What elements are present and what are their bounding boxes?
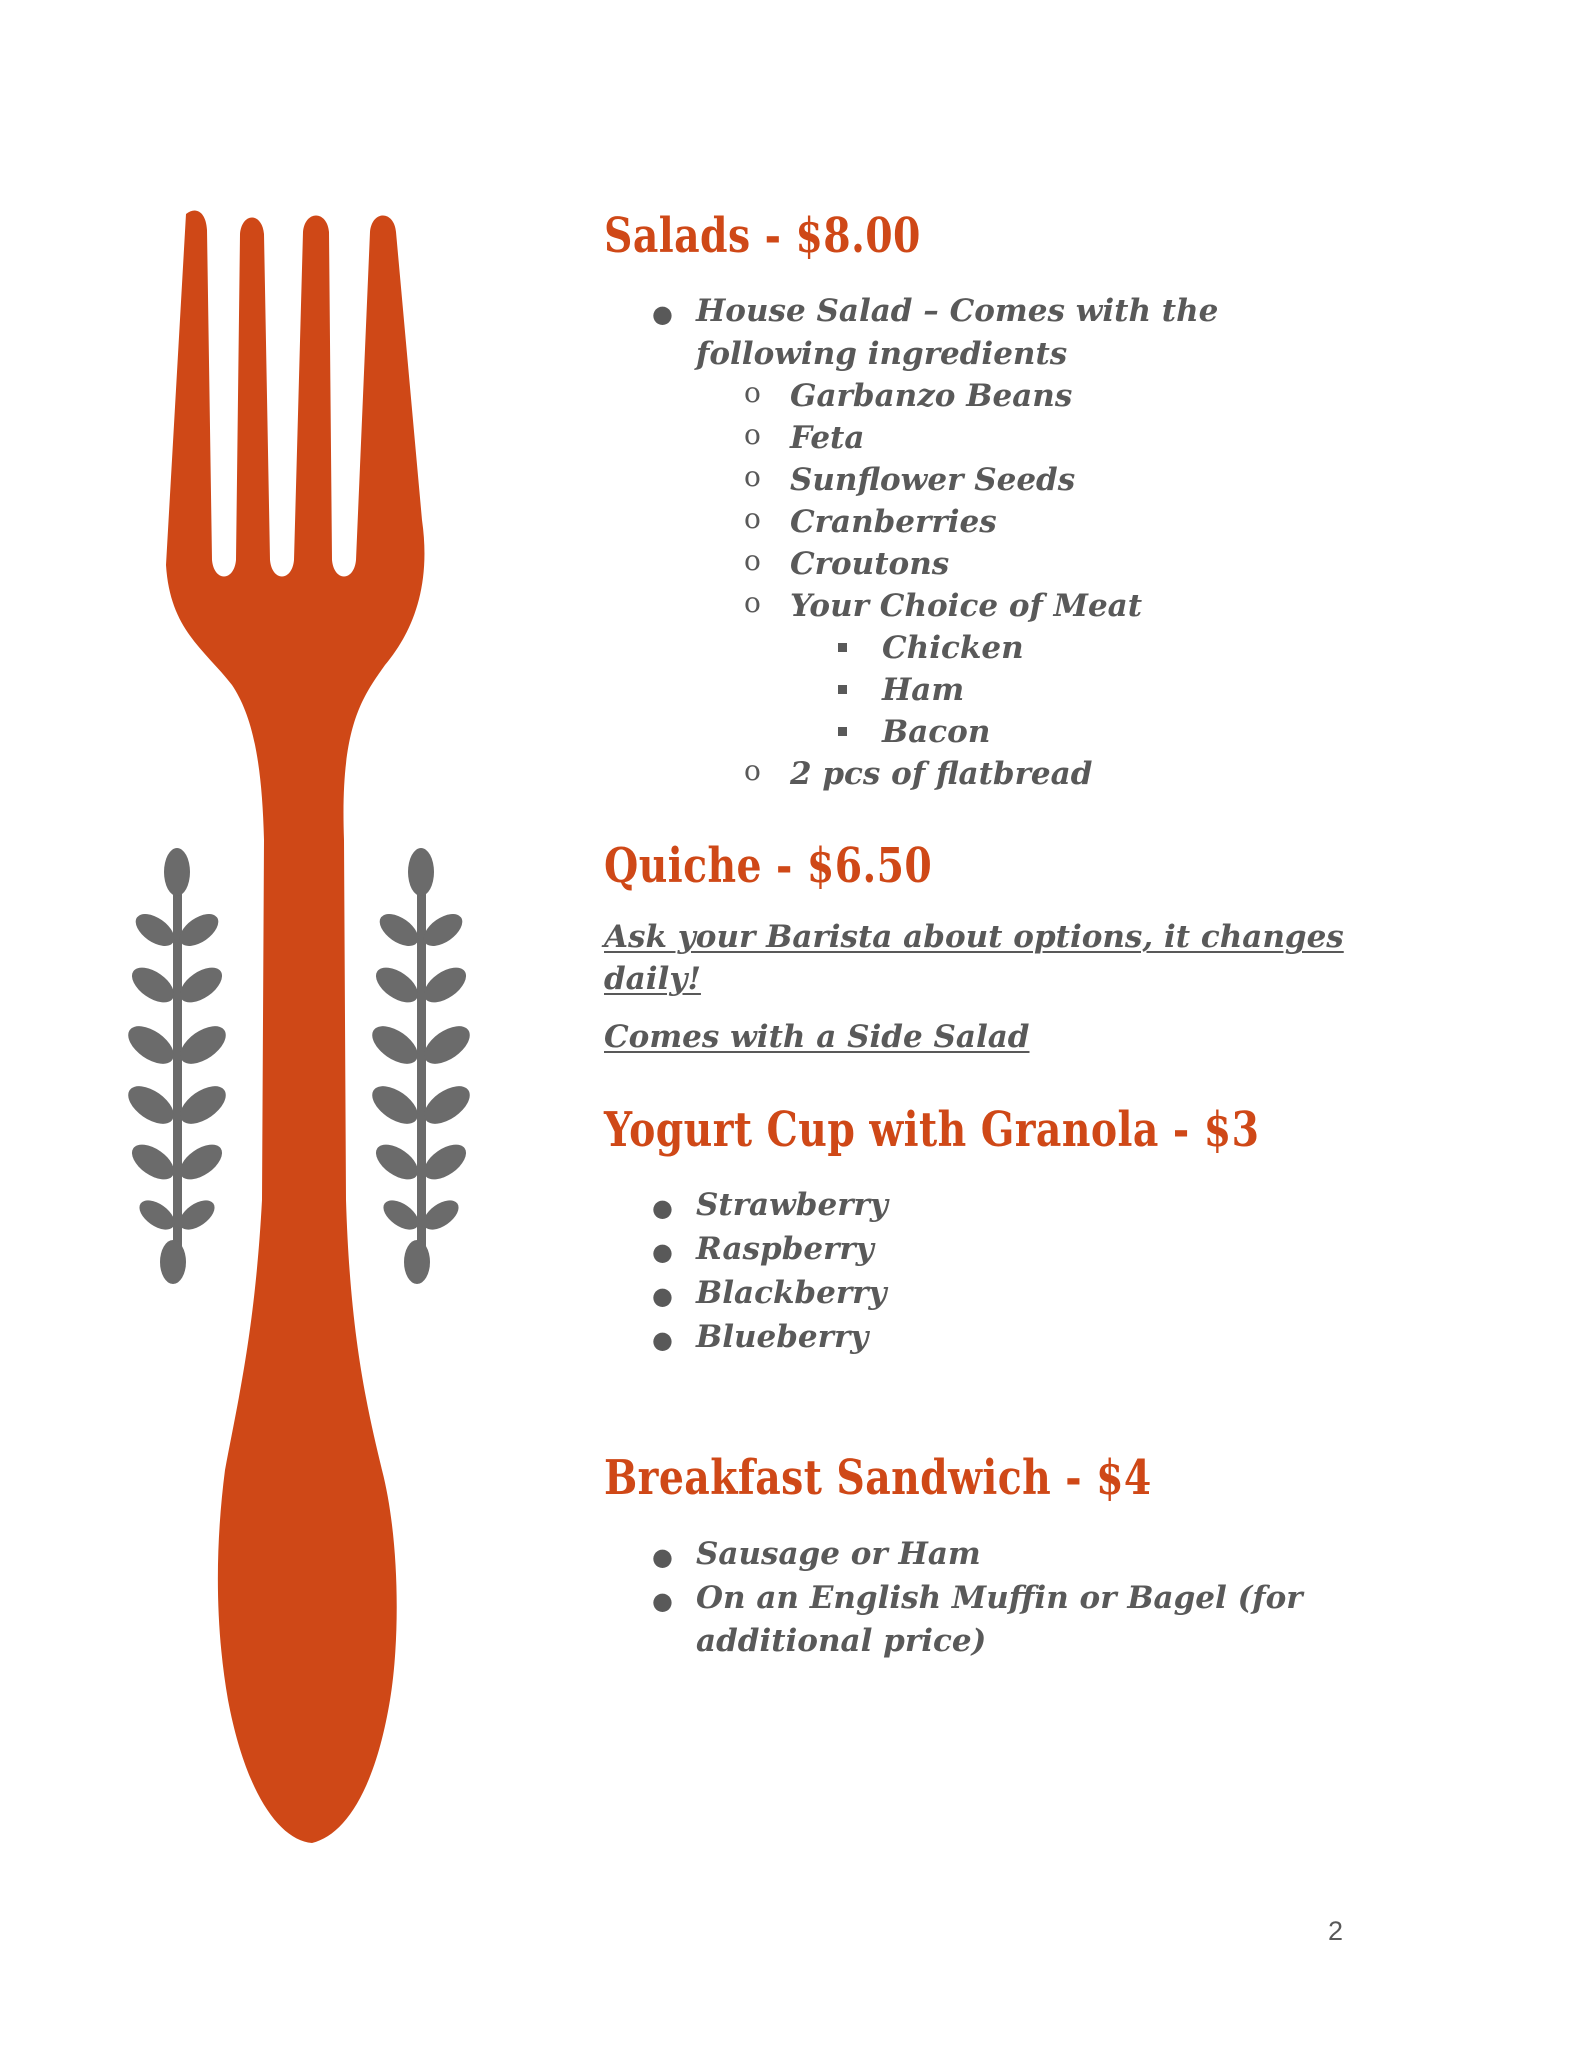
meat-option: Bacon xyxy=(882,714,991,750)
flavor-item: Blueberry xyxy=(696,1319,869,1355)
ingredient-item: Cranberries xyxy=(790,504,997,540)
bullet-icon: ● xyxy=(652,1587,673,1615)
sandwich-item: Sausage or Ham xyxy=(696,1536,981,1572)
ingredient-item: 2 pcs of flatbread xyxy=(790,756,1093,792)
ingredient-item: Your Choice of Meat xyxy=(790,588,1143,624)
meat-option: Ham xyxy=(882,672,965,708)
salads-heading: Salads - $8.00 xyxy=(604,208,921,264)
circle-bullet-icon: o xyxy=(744,754,761,787)
bullet-icon: ● xyxy=(652,1194,673,1222)
flavor-item: Blackberry xyxy=(696,1275,887,1311)
bullet-icon: ● xyxy=(652,1282,673,1310)
ingredient-item: Feta xyxy=(790,420,865,456)
square-bullet-icon xyxy=(838,685,847,694)
square-bullet-icon xyxy=(838,727,847,736)
leaf-sprig-icon xyxy=(122,848,233,1284)
salad-item-continued: following ingredients xyxy=(696,336,1068,372)
meat-option: Chicken xyxy=(882,630,1024,666)
bullet-icon: ● xyxy=(652,1543,673,1571)
ingredient-item: Croutons xyxy=(790,546,950,582)
ingredient-item: Sunflower Seeds xyxy=(790,462,1076,498)
salad-item: House Salad – Comes with the xyxy=(696,293,1219,329)
quiche-side-note: Comes with a Side Salad xyxy=(604,1019,1030,1055)
circle-bullet-icon: o xyxy=(744,418,761,451)
circle-bullet-icon: o xyxy=(744,502,761,535)
bullet-icon: ● xyxy=(652,300,673,328)
ingredient-item: Garbanzo Beans xyxy=(790,378,1073,414)
leaf-sprig-icon xyxy=(366,848,477,1284)
page-number: 2 xyxy=(1328,1916,1344,1946)
quiche-note: Ask your Barista about options, it changes xyxy=(604,919,1344,955)
yogurt-heading: Yogurt Cup with Granola - $3 xyxy=(604,1102,1260,1158)
sandwich-item: On an English Muffin or Bagel (for xyxy=(696,1580,1303,1616)
quiche-heading: Quiche - $6.50 xyxy=(604,838,933,894)
quiche-note-continued: daily! xyxy=(604,961,701,997)
circle-bullet-icon: o xyxy=(744,586,761,619)
bullet-icon: ● xyxy=(652,1326,673,1354)
decorative-art xyxy=(0,0,560,2048)
sandwich-heading: Breakfast Sandwich - $4 xyxy=(604,1450,1152,1506)
bullet-icon: ● xyxy=(652,1238,673,1266)
circle-bullet-icon: o xyxy=(744,376,761,409)
circle-bullet-icon: o xyxy=(744,460,761,493)
flavor-item: Raspberry xyxy=(696,1231,874,1267)
circle-bullet-icon: o xyxy=(744,544,761,577)
flavor-item: Strawberry xyxy=(696,1187,888,1223)
sandwich-item-continued: additional price) xyxy=(696,1623,987,1659)
square-bullet-icon xyxy=(838,643,847,652)
